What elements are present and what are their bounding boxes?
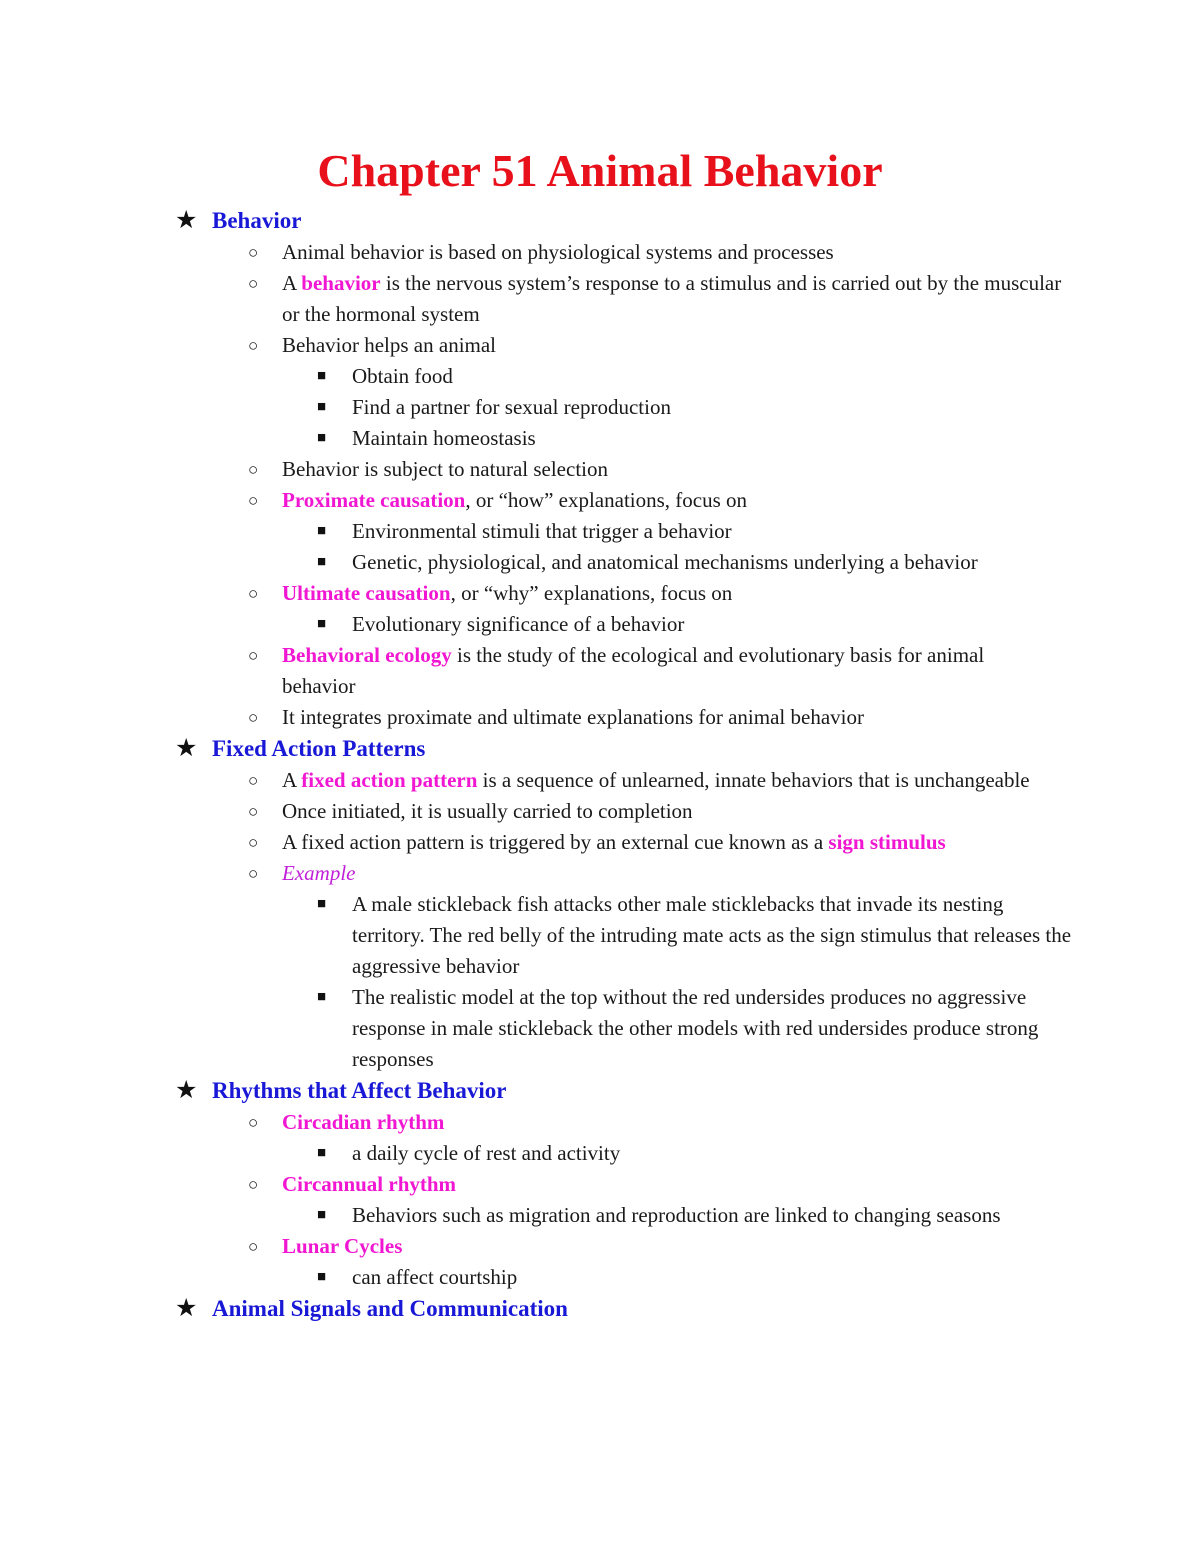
hollow-circle-bullet-icon: ○ bbox=[248, 802, 259, 821]
hollow-circle-bullet-icon: ○ bbox=[248, 864, 259, 883]
key-term: Behavioral ecology bbox=[282, 643, 452, 667]
section-heading-text: Fixed Action Patterns bbox=[212, 736, 426, 761]
hollow-circle-bullet-icon: ○ bbox=[248, 274, 259, 293]
key-term: sign stimulus bbox=[828, 830, 946, 854]
text-run: is the study of the ecological and evolutionary basis for animal behavior bbox=[282, 643, 985, 698]
hollow-circle-bullet-icon: ○ bbox=[248, 584, 259, 603]
list-item bbox=[0, 485, 1062, 516]
text-run: Evolutionary significance of a behavior bbox=[352, 612, 685, 636]
text-run: is the nervous system’s response to a stimulus and is carried out by the muscular or the hormonal system bbox=[282, 271, 1062, 326]
key-term: Circannual rhythm bbox=[282, 1172, 457, 1196]
section-heading bbox=[0, 1293, 1200, 1325]
key-term: Lunar Cycles bbox=[282, 1234, 403, 1258]
list-item bbox=[0, 765, 1062, 796]
hollow-circle-bullet-icon: ○ bbox=[248, 460, 259, 479]
text-run: A bbox=[282, 768, 302, 792]
square-bullet-icon: ■ bbox=[317, 1207, 327, 1223]
text-run: , or “how” explanations, focus on bbox=[465, 488, 748, 512]
square-bullet-icon: ■ bbox=[317, 430, 327, 446]
list-item bbox=[0, 268, 1062, 330]
list-item bbox=[0, 796, 1062, 827]
text-run: Once initiated, it is usually carried to completion bbox=[282, 799, 693, 823]
text-run: Animal behavior is based on physiological systems and processes bbox=[282, 240, 834, 264]
list-item bbox=[0, 858, 1062, 889]
section-heading bbox=[0, 205, 1200, 237]
key-term: behavior bbox=[301, 271, 381, 295]
square-bullet-icon: ■ bbox=[317, 896, 327, 912]
hollow-circle-bullet-icon: ○ bbox=[248, 833, 259, 852]
section-heading-text: Rhythms that Affect Behavior bbox=[212, 1078, 507, 1103]
text-run: a daily cycle of rest and activity bbox=[352, 1141, 621, 1165]
key-term: fixed action pattern bbox=[301, 768, 478, 792]
text-run: Find a partner for sexual reproduction bbox=[352, 395, 671, 419]
page-title: Chapter 51 Animal Behavior bbox=[317, 145, 883, 196]
list-item bbox=[0, 454, 1062, 485]
section-heading bbox=[0, 1075, 1200, 1107]
sub-list-item bbox=[0, 982, 1072, 1075]
square-bullet-icon: ■ bbox=[317, 1145, 327, 1161]
text-run: Obtain food bbox=[352, 364, 453, 388]
example-label: Example bbox=[282, 861, 356, 885]
hollow-circle-bullet-icon: ○ bbox=[248, 491, 259, 510]
hollow-circle-bullet-icon: ○ bbox=[248, 771, 259, 790]
hollow-circle-bullet-icon: ○ bbox=[248, 708, 259, 727]
section-heading bbox=[0, 733, 1200, 765]
sub-list-item bbox=[0, 609, 1072, 640]
text-run: Behavior is subject to natural selection bbox=[282, 457, 608, 481]
list-item bbox=[0, 702, 1062, 733]
sub-list-item bbox=[0, 361, 1072, 392]
key-term: Circadian rhythm bbox=[282, 1110, 445, 1134]
square-bullet-icon: ■ bbox=[317, 1269, 327, 1285]
list-item bbox=[0, 1107, 1062, 1138]
text-run: The realistic model at the top without the red undersides produces no aggressive response in male stickleback the other models with red undersides produce strong responses bbox=[352, 985, 1039, 1071]
section-heading-text: Animal Signals and Communication bbox=[212, 1296, 568, 1321]
text-run: is a sequence of unlearned, innate behaviors that is unchangeable bbox=[477, 768, 1030, 792]
square-bullet-icon: ■ bbox=[317, 368, 327, 384]
hollow-circle-bullet-icon: ○ bbox=[248, 243, 259, 262]
list-item bbox=[0, 1231, 1062, 1262]
list-item bbox=[0, 578, 1062, 609]
list-item bbox=[0, 330, 1062, 361]
square-bullet-icon: ■ bbox=[317, 616, 327, 632]
hollow-circle-bullet-icon: ○ bbox=[248, 1175, 259, 1194]
square-bullet-icon: ■ bbox=[317, 554, 327, 570]
text-run: Behavior helps an animal bbox=[282, 333, 497, 357]
sub-list-item bbox=[0, 423, 1072, 454]
star-icon: ★ bbox=[175, 1077, 198, 1104]
hollow-circle-bullet-icon: ○ bbox=[248, 1237, 259, 1256]
hollow-circle-bullet-icon: ○ bbox=[248, 1113, 259, 1132]
text-run: Maintain homeostasis bbox=[352, 426, 536, 450]
sub-list-item bbox=[0, 1262, 1072, 1293]
key-term: Proximate causation bbox=[282, 488, 466, 512]
sub-list-item bbox=[0, 1200, 1072, 1231]
text-run: A male stickleback fish attacks other male sticklebacks that invade its nesting territory. The red belly of the intruding mate acts as the sign stimulus that releases the aggressive behavior bbox=[352, 892, 1072, 978]
text-run: It integrates proximate and ultimate explanations for animal behavior bbox=[282, 705, 864, 729]
sub-list-item bbox=[0, 547, 1072, 578]
text-run: Genetic, physiological, and anatomical mechanisms underlying a behavior bbox=[352, 550, 978, 574]
list-item bbox=[0, 827, 1062, 858]
text-run: Environmental stimuli that trigger a behavior bbox=[352, 519, 732, 543]
star-icon: ★ bbox=[175, 735, 198, 762]
notes-outline bbox=[0, 205, 1200, 1325]
list-item bbox=[0, 237, 1062, 268]
list-item bbox=[0, 640, 1062, 702]
list-item bbox=[0, 1169, 1062, 1200]
sub-list-item bbox=[0, 889, 1072, 982]
hollow-circle-bullet-icon: ○ bbox=[248, 336, 259, 355]
hollow-circle-bullet-icon: ○ bbox=[248, 646, 259, 665]
key-term: Ultimate causation bbox=[282, 581, 451, 605]
star-icon: ★ bbox=[175, 1295, 198, 1322]
square-bullet-icon: ■ bbox=[317, 523, 327, 539]
text-run: Behaviors such as migration and reproduction are linked to changing seasons bbox=[352, 1203, 1001, 1227]
section-heading-text: Behavior bbox=[212, 208, 302, 233]
star-icon: ★ bbox=[175, 207, 198, 234]
sub-list-item bbox=[0, 1138, 1072, 1169]
text-run: A bbox=[282, 271, 302, 295]
square-bullet-icon: ■ bbox=[317, 989, 327, 1005]
text-run: A fixed action pattern is triggered by an external cue known as a bbox=[282, 830, 829, 854]
square-bullet-icon: ■ bbox=[317, 399, 327, 415]
sub-list-item bbox=[0, 516, 1072, 547]
text-run: can affect courtship bbox=[352, 1265, 518, 1289]
sub-list-item bbox=[0, 392, 1072, 423]
text-run: , or “why” explanations, focus on bbox=[450, 581, 733, 605]
